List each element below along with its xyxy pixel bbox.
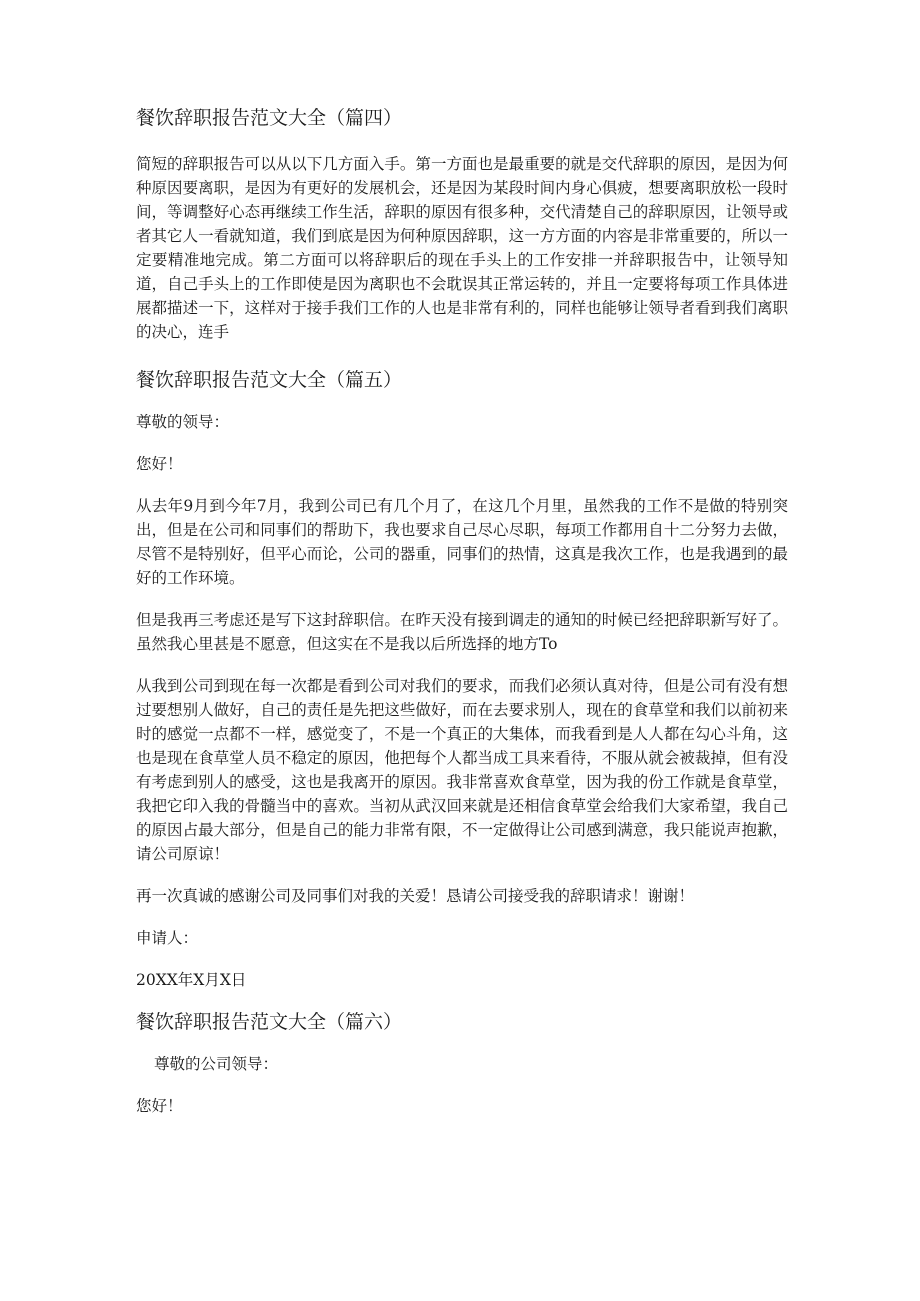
- section-title-6: 餐饮辞职报告范文大全（篇六）: [136, 1011, 403, 1033]
- document-page: [136, 104, 788, 1136]
- greeting-6: 您好！: [136, 1097, 183, 1115]
- salutation: 尊敬的领导：: [136, 413, 230, 431]
- body-paragraph-2: 但是我再三考虑还是写下这封辞职信。在昨天没有接到调走的通知的时候已经把辞职新写好了。虽然我心里甚是不愿意，但这实在不是我以后所选择的地方To: [136, 611, 788, 653]
- applicant-label: 申请人：: [136, 929, 199, 947]
- section-title-5: 餐饮辞职报告范文大全（篇五）: [136, 369, 403, 391]
- signature-date: 20XX年X月X日: [136, 971, 247, 989]
- body-paragraph-3: 从我到公司到现在每一次都是看到公司对我们的要求，而我们必须认真对待，但是公司有没有想过要想别人做好，自己的责任是先把这些做好，而在去要求别人，现在的食草堂和我们以前初来时的感觉一点都不一样，感觉变了，不是一个真正的大集体，而我看到是人人都在勾心斗角，这也是现在食草堂人员不稳定的原因，他把每个人都当成工具来看待，不服从就会被裁掉，但有没有考虑到别人的感受，这也是我离开的原因。我非常喜欢食草堂，因为我的份工作就是食草堂，我把它印入我的骨髓当中的喜欢。当初从武汉回来就是还相信食草堂会给我们大家希望，我自己的原因占最大部分，但是自己的能力非常有限，不一定做得让公司感到满意，我只能说声抱歉，请公司原谅！: [136, 677, 788, 863]
- closing-thanks: 再一次真诚的感谢公司及同事们对我的关爱！恳请公司接受我的辞职请求！谢谢！: [136, 887, 695, 905]
- section-4-body: 简短的辞职报告可以从以下几方面入手。第一方面也是最重要的就是交代辞职的原因，是因为何种原因要离职，是因为有更好的发展机会，还是因为某段时间内身心俱疲，想要离职放松一段时间，等调整好心态再继续工作生活，辞职的原因有很多种，交代清楚自己的辞职原因，让领导或者其它人一看就知道，我们到底是因为何种原因辞职，这一方方面的内容是非常重要的，所以一定要精准地完成。第二方面可以将辞职后的现在手头上的工作安排一并辞职报告中，让领导知道，自己手头上的工作即使是因为离职也不会耽误其正常运转的，并且一定要将每项工作具体进展都描述一下，这样对于接手我们工作的人也是非常有利的，同样也能够让领导者看到我们离职的决心，连手: [136, 155, 788, 341]
- salutation-6: 尊敬的公司领导：: [154, 1055, 279, 1073]
- section-title-4: 餐饮辞职报告范文大全（篇四）: [136, 107, 403, 129]
- greeting: 您好！: [136, 455, 183, 473]
- body-paragraph-1: 从去年9月到今年7月，我到公司已有几个月了，在这几个月里，虽然我的工作不是做的特别突出，但是在公司和同事们的帮助下，我也要求自己尽心尽职，每项工作都用自十二分努力去做，尽管不是特别好，但平心而论，公司的器重，同事们的热情，这真是我次工作，也是我遇到的最好的工作环境。: [136, 497, 788, 587]
